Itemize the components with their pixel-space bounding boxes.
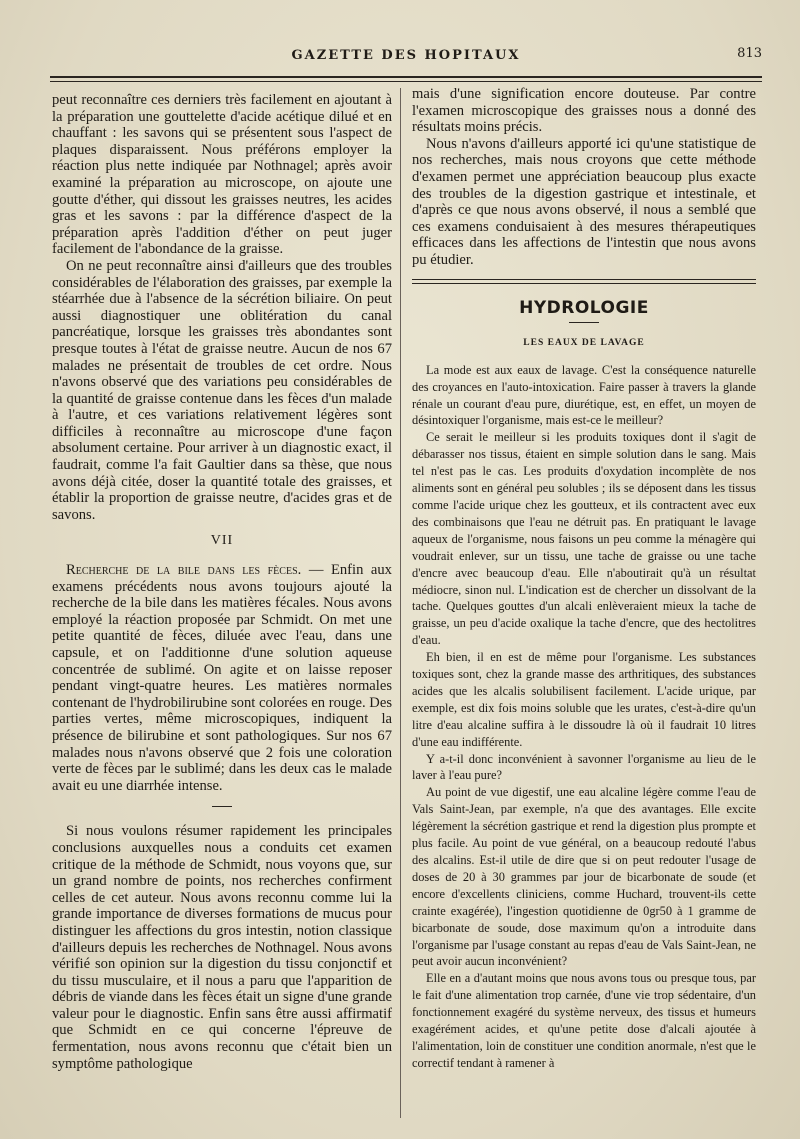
right-column bbox=[412, 86, 756, 1072]
journal-title: GAZETTE DES HOPITAUX bbox=[291, 48, 521, 63]
hydrology-subtitle: LES EAUX DE LAVAGE bbox=[523, 338, 645, 349]
section-number: VII bbox=[210, 533, 234, 549]
page-header bbox=[50, 42, 762, 72]
paragraph: Au point de vue digestif, une eau alcaline légère comme l'eau de Vals Saint-Jean, par exemple, n'a que des avantages. Elle excite légèrement la sécrétion gastrique et rend la digestion plus prompte et plus facile. Au point de vue général, on a beaucoup redouté l'abus des alcalins. Est-il utile de dire que si on peut redouter l'usage de doses de 20 à 30 grammes par jour de bicarbonate de soude (et encore d'excellents cliniciens, comme Huchard, trouvent-ils cette crainte exagérée), l'ingestion quotidienne de 0gr50 à 1 gramme de bicarbonate de soude, dose maximum qu'on a introduite dans l'organisme par l'usage constant au repas d'eau de Vals Saint-Jean, ne peut avoir aucun inconvénient? bbox=[412, 785, 756, 969]
paragraph: On ne peut reconnaître ainsi d'ailleurs que des troubles considérables de l'élaboration des graisses, par exemple la stéarrhée due à l'absence de la sécrétion biliaire. On peut aussi diagnostiquer une oblitération du canal pancréatique, lorsque les graisses très abondantes sont presque toutes à l'état de graisse neutre. Aucun de nos 67 malades ne présentait de troubles de cet ordre. Nous n'avons observé que des variations peu considérables de la quantité de graisse contenue dans les fèces d'un malade à l'autre, et ces variations relativement légères sont difficiles à reconnaître au microscope d'une façon absolument certaine. Pour arriver à un diagnostic exact, il faudrait, comme l'a fait Gaultier dans sa thèse, que nous avons déjà citée, doser la quantité totale des graisses, et établir la proportion de graisse neutre, d'acides gras et de savons. bbox=[52, 257, 392, 523]
paragraph: mais d'une signification encore douteuse. Par contre l'examen microscopique des graisses nous a donné des résultats moins précis. bbox=[412, 86, 756, 136]
section-text: — Enfin aux examens précédents nous avons toujours ajouté la recherche de la bile dans les matières fécales. Nous avons employé la réaction proposée par Schmidt. On met une petite quantité de fèces, diluée avec l'eau, dans une capsule, et on l'additionne d'une solution aqueuse concentrée de sublimé. On agite et on laisse reposer pendant vingt-quatre heures. Les matières normales contenant de l'hydrobilirubine sont colorées en rouge. Des parties vertes, même microscopiques, indiquent la présence de bilirubine et sont pathologiques. Sur nos 67 malades nous n'avons observé que 2 fois une coloration verte de fèces par le sublimé; dans les deux cas le malade avait eu une diarrhée intense. bbox=[52, 562, 392, 794]
paragraph: Ce serait le meilleur si les produits toxiques dont il s'agit de débarasser nos tissus, étaient en simple solution dans le sang. Mais tel n'est pas le cas. Les produits d'oxydation incomplète de nos aliments sont en général peu solubles ; ils se déposent dans les tissus comme l'acide urique chez les goutteux, et ils contractent avec eux des combinaisons que l'eau ne détruit pas. En pratiquant le lavage aqueux de l'organisme, nous faisons un peu comme la ménagère qui voudrait enlever, sur un tissu, une tache de graisse ou une tache d'encre avec beaucoup d'eau. Elle n'aboutirait qu'à un résultat médiocre, sinon nul. L'indication est de chercher un dissolvant de la tache. Quelques gouttes d'un alcali enlèveraient mieux la tache de graisse, un peu d'acide oxalique la tache d'encre, que des hectolitres d'eau. bbox=[412, 430, 756, 648]
header-rule-thin bbox=[50, 81, 762, 82]
section-rule bbox=[412, 279, 756, 284]
conclusion-paragraph: Si nous voulons résumer rapidement les principales conclusions auxquelles nous a conduits cet examen critique de la méthode de Schmidt, nous voyons que, sur un grand nombre de points, nos recherches confirment celles de cet auteur. Nous avons reconnu comme lui la grande importance de diverses formations de mucus pour distinguer les affections du gros intestin, notion classique d'ailleurs depuis les recherches de Nothnagel. Nous avons vérifié son opinion sur la digestion du tissu conjonctif et du tissu musculaire, et il nous a paru que l'apparition de débris de viande dans les fèces était un signe d'une grande valeur pour le diagnostic. Enfin sans être aussi affirmatif que Schmidt en ce qui concerne l'épreuve de fermentation, nous avons reconnu que c'était bien un symptôme pathologique bbox=[52, 823, 392, 1072]
hydrology-title: HYDROLOGIE bbox=[519, 297, 649, 318]
paragraph: Elle en a d'autant moins que nous avons tous ou presque tous, par le fait d'une alimentation trop carnée, d'une vie trop sédentaire, d'un fonctionnement exagéré du système nerveux, des tissus et humeurs exagérément acides, et qu'une petite dose d'alcali ajoutée à l'alimentation, loin de constituer une condition anormale, n'est que le correctif tendant à ramener à bbox=[412, 971, 756, 1070]
left-column bbox=[52, 92, 392, 1072]
paragraph: La mode est aux eaux de lavage. C'est la conséquence naturelle des croyances en l'auto-intoxication. Faire passer à travers la glande rénale un courant d'eau pure, diurétique, est, en effet, un moyen de désintoxiquer l'organisme, mais est-ce le meilleur? bbox=[412, 362, 756, 428]
section-paragraph bbox=[52, 562, 392, 794]
section-title: Recherche de la bile dans les fèces. bbox=[66, 562, 302, 579]
paragraph: Eh bien, il en est de même pour l'organisme. Les substances toxiques sont, chez la grande masse des arthritiques, des substances acides que les alcalis solubilisent facilement. L'acide urique, par exemple, est dix fois moins soluble que les urates, c'est-à-dire qu'un litre d'eau alcaline suffira à le dissoudre là où il faudrait 10 litres d'une eau indifférente. bbox=[412, 650, 756, 749]
title-underline bbox=[569, 322, 599, 323]
page-number: 813 bbox=[737, 46, 762, 61]
header-rule bbox=[50, 76, 762, 78]
column-divider bbox=[400, 88, 401, 1118]
section-separator bbox=[212, 806, 232, 807]
paragraph: Y a-t-il donc inconvénient à savonner l'organisme au lieu de le laver à l'eau pure? bbox=[412, 751, 756, 783]
paragraph: peut reconnaître ces derniers très facilement en ajoutant à la préparation une gouttelette d'acide acétique dilué et en chauffant : les savons qui se présentent sous l'aspect de plaques disparaissent. Nous préférons employer la réaction plus nette indiquée par Nothnagel; après avoir examiné la préparation au microscope, on ajoute une goutte d'éther, qui dissout les graisses neutres, les acides gras et les savons : par la différence d'aspect de la préparation après l'addition d'éther on peut juger facilement de l'abondance de la graisse. bbox=[52, 92, 392, 258]
hydrology-article bbox=[412, 362, 756, 1072]
paragraph: Nous n'avons d'ailleurs apporté ici qu'une statistique de nos recherches, mais nous croyons que cette méthode d'examen permet une appréciation beaucoup plus exacte des troubles de la digestion gastrique et intestinale, et d'après ce que nous avons observé, il nous a semblé que ces examens conduisaient à des mesures thérapeutiques efficaces dans les affections de l'intestin que nous avons pu étudier. bbox=[412, 135, 756, 268]
